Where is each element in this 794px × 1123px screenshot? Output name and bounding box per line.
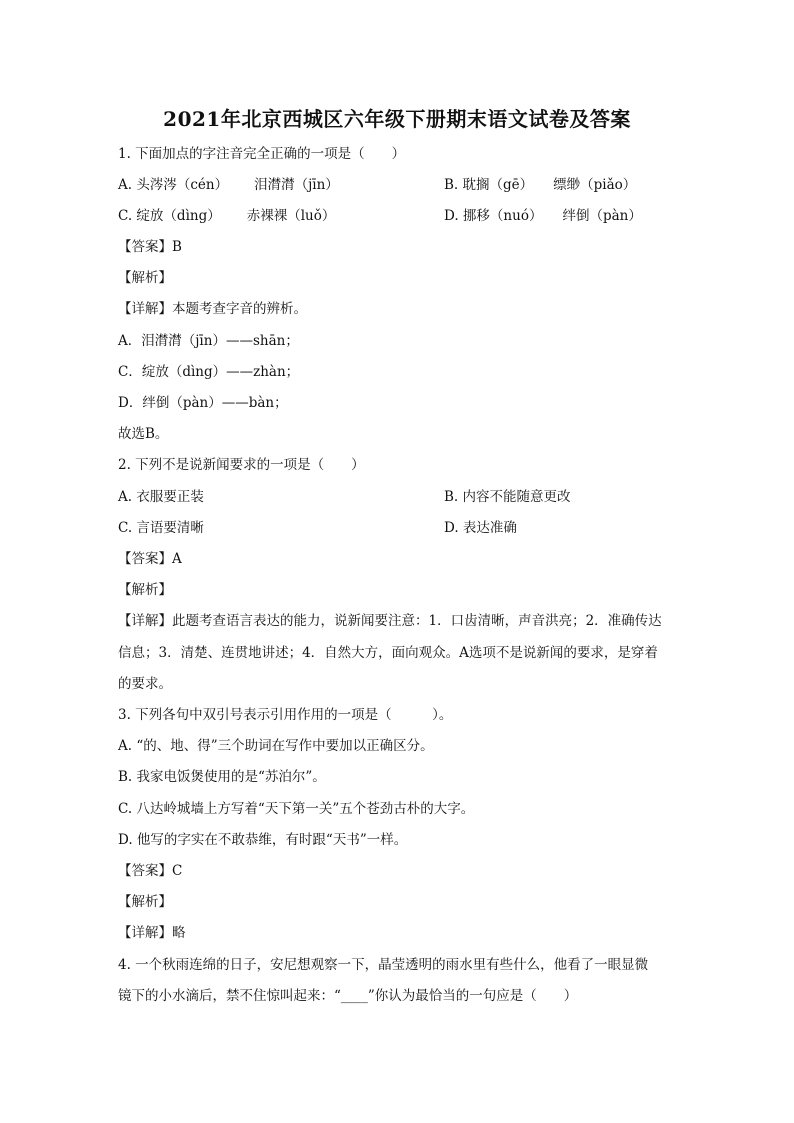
- q2-analysis: 【解析】: [118, 582, 172, 598]
- q1-explain-a: A．泪潸潸（jīn）——shān；: [118, 333, 299, 349]
- q1-option-b-2: 缥缈（piǎo）: [553, 177, 637, 193]
- q1-option-b: [444, 175, 636, 195]
- q1-stem: 1. 下面加点的字注音完全正确的一项是（ ）: [118, 146, 406, 162]
- q1-option-a-1: A. 头涔涔（cén）: [118, 177, 229, 193]
- q3-option-c: C. 八达岭城墙上方写着“天下第一关”五个苍劲古朴的大字。: [118, 801, 475, 817]
- q1-option-c: [118, 206, 335, 226]
- q3-option-d: D. 他写的字实在不敢恭维，有时跟“天书”一样。: [118, 832, 408, 848]
- q2-option-c: C. 言语要清晰: [118, 520, 204, 536]
- q1-conclusion: 故选B。: [118, 426, 169, 442]
- q2-detail-line-2: 信息；3．清楚、连贯地讲述；4．自然大方，面向观众。A选项不是说新闻的要求，是穿着: [118, 645, 658, 661]
- q3-stem: 3. 下列各句中双引号表示引用作用的一项是（ ）。: [118, 707, 453, 723]
- q4-stem-line-1: 4. 一个秋雨连绵的日子，安尼想观察一下，晶莹透明的雨水里有些什么，他看了一眼显微: [118, 957, 649, 973]
- q2-answer: 【答案】A: [118, 551, 182, 567]
- q3-detail: 【详解】略: [118, 925, 186, 941]
- q4-stem-line-2: 镜下的小水滴后，禁不住惊叫起来：“____”你认为最恰当的一句应是（ ）: [118, 988, 578, 1004]
- q2-option-a: A. 衣服要正装: [118, 489, 204, 505]
- q1-option-c-2: 赤裸裸（luǒ）: [246, 208, 336, 224]
- q2-option-d: D. 表达准确: [444, 520, 517, 536]
- q2-option-b: B. 内容不能随意更改: [444, 489, 571, 505]
- q2-stem: 2. 下列不是说新闻要求的一项是（ ）: [118, 457, 365, 473]
- q3-answer: 【答案】C: [118, 863, 183, 879]
- q1-option-a: [118, 175, 339, 195]
- q3-option-b: B. 我家电饭煲使用的是“苏泊尔”。: [118, 769, 326, 785]
- q2-detail-line-3: 的要求。: [118, 676, 172, 692]
- q3-analysis: 【解析】: [118, 894, 172, 910]
- q1-option-a-2: 泪潸潸（jīn）: [254, 177, 339, 193]
- q1-option-c-1: C. 绽放（dìng）: [118, 208, 221, 224]
- q1-option-d-2: 绊倒（pàn）: [562, 208, 642, 224]
- q1-explain-d: D．绊倒（pàn）——bàn；: [118, 395, 288, 411]
- q1-explain-c: C．绽放（dìng）——zhàn；: [118, 364, 300, 380]
- q2-detail-line-1: 【详解】此题考查语言表达的能力，说新闻要注意：1．口齿清晰，声音洪亮；2．准确传达: [118, 613, 662, 629]
- q3-option-a: A. “的、地、得”三个助词在写作中要加以正确区分。: [118, 738, 434, 754]
- q1-option-b-1: B. 耽搁（gē）: [444, 177, 534, 193]
- q1-analysis: 【解析】: [118, 270, 172, 286]
- q1-option-d: [444, 206, 642, 226]
- page-title: 2021年北京西城区六年级下册期末语文试卷及答案: [163, 107, 631, 131]
- q1-detail: 【详解】本题考查字音的辨析。: [118, 301, 307, 317]
- q1-option-d-1: D. 挪移（nuó）: [444, 208, 543, 224]
- q1-answer: 【答案】B: [118, 239, 182, 255]
